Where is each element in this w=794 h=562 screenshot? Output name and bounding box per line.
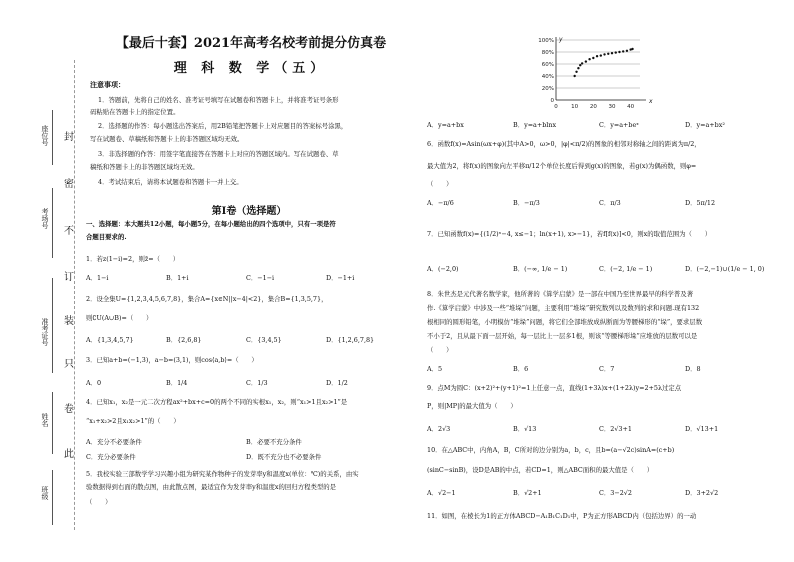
answer-option: A．y=a+bx xyxy=(427,121,464,129)
question-stem: 5．我校实验三部数学学习兴趣小组为研究某作物种子的发芽率y和温度x(单位：℃)的关系，由实 xyxy=(86,470,359,478)
notice-heading: 注意事项： xyxy=(90,80,125,89)
data-point xyxy=(611,52,613,54)
name-line xyxy=(52,392,53,454)
seal-char: 密 xyxy=(64,179,74,190)
data-point xyxy=(573,75,575,77)
answer-option: C．{3,4,5} xyxy=(246,336,282,344)
data-point xyxy=(596,55,598,57)
class-line xyxy=(52,470,53,525)
answer-option: A．5 xyxy=(427,365,443,373)
class-label: 班级 xyxy=(41,486,49,500)
binding-dashed-line xyxy=(74,60,75,530)
data-point xyxy=(581,62,583,64)
data-point xyxy=(618,51,620,53)
answer-option: B．√13 xyxy=(513,425,537,433)
answer-option: D．8 xyxy=(685,365,701,373)
exam-subtitle: 理 科 数 学（五） xyxy=(173,61,329,76)
x-axis-label: x xyxy=(649,98,653,105)
x-tick-label: 20 xyxy=(589,104,597,110)
data-point xyxy=(579,64,581,66)
answer-option: C．3−2√2 xyxy=(599,489,632,497)
question-stem: （ ） xyxy=(427,346,453,354)
answer-option: A．√2−1 xyxy=(427,489,456,497)
ticket-number-label: 准考证号 xyxy=(41,318,49,346)
y-tick-label: 20% xyxy=(541,86,554,92)
answer-option: C．(−2, 1/e − 1) xyxy=(599,265,653,273)
answer-option: D．1/2 xyxy=(326,379,348,387)
data-point xyxy=(585,60,587,62)
answer-option: B．(−∞, 1/e − 1) xyxy=(513,265,568,273)
notice-line: 4．考试结束后，请将本试题卷和答题卡一并上交。 xyxy=(98,178,243,186)
answer-option: D．−1+i xyxy=(326,274,355,282)
question-stem: P，则|MP|的最大值为（ ） xyxy=(427,402,517,410)
x-tick-label: 10 xyxy=(571,104,579,110)
question-stem: 9．点M为圆C：(x+2)²+(y+1)²=1上任意一点，直线(1+3λ)x+(1+2λ)y=2+5λ过定点 xyxy=(427,384,682,392)
data-point xyxy=(615,51,617,53)
name-label: 姓名 xyxy=(41,413,49,427)
question-stem: 2．设全集U={1,2,3,4,5,6,7,8}，集合A={x∈N||x−4|<2}，集合B={1,3,5,7}， xyxy=(86,295,328,303)
question-stem: 6．函数f(x)=Asin(ωx+φ)(其中A>0，ω>0，|φ|<π/2)的图象的相邻对称轴之间的距离为π/2， xyxy=(427,140,701,148)
right-column xyxy=(425,0,790,562)
seat-number-line xyxy=(52,110,53,165)
x-tick-label: 30 xyxy=(608,104,616,110)
y-tick-label: 100% xyxy=(538,38,554,44)
notice-line: 2．选择题的作答：每小题选出答案后，用2B铅笔把答题卡上对应题目的答案标号涂黑， xyxy=(98,122,348,130)
answer-option: B．−π/3 xyxy=(513,199,540,207)
notice-line: 稿纸和答题卡上的非答题区域均无效。 xyxy=(90,163,199,171)
exam-title: 【最后十套】2021年高考名校考前提分仿真卷 xyxy=(115,36,387,51)
seal-char: 订 xyxy=(64,272,74,283)
question-stem: 验数据得到右面的散点图，由此散点图，最适宜作为发芽率y和温度x的回归方程类型的是 xyxy=(86,483,337,491)
seal-char: 不 xyxy=(64,226,74,237)
exam-room-label: 考场号 xyxy=(41,208,49,229)
answer-option: B．6 xyxy=(513,365,529,373)
answer-option: A．1−i xyxy=(86,274,109,282)
answer-option: C．y=a+beˣ xyxy=(599,121,639,129)
scatter-plot xyxy=(532,34,652,114)
question-stem: 不小于2，且从最下面一层开始，每一层比上一层多1根，则该“等腰梯形垛”应堆放的层数可以是 xyxy=(427,332,698,340)
answer-option: D．{1,2,6,7,8} xyxy=(326,336,375,344)
question-stem: “x₁+x₂>2且x₁x₂>1”的（ ） xyxy=(86,417,180,425)
answer-option: A．0 xyxy=(86,379,102,387)
answer-option: A．(−2,0) xyxy=(427,265,459,273)
question-stem: 作.《算学启蒙》中涉及一些“堆垛”问题，主要利用“堆垛”研究数列以及数列的求和问题.现有132 xyxy=(427,304,700,312)
question-stem: (sinC−sinB)，设D是AB的中点，若CD=1，则△ABC面积的最大值是（ ） xyxy=(427,466,654,474)
section-intro: 合题目要求的. xyxy=(86,233,127,241)
section-title: 第Ⅰ卷（选择题） xyxy=(211,206,287,217)
y-tick-label: 80% xyxy=(541,50,554,56)
question-stem: 11．如图，在棱长为1的正方体ABCD−A₁B₁C₁D₁中，P为正方形ABCD内（包括边界）的一动 xyxy=(427,512,697,520)
answer-option: C．7 xyxy=(599,365,615,373)
data-point xyxy=(603,53,605,55)
answer-option: B．1+i xyxy=(166,274,189,282)
answer-option: A．2√3 xyxy=(427,425,451,433)
y-tick-label: 60% xyxy=(541,62,554,68)
question-stem: 最大值为2，将f(x)的图象向左平移π/12个单位长度后得到g(x)的图象，若g(x)为偶函数，则φ= xyxy=(427,162,697,170)
section-intro: 一、选择题：本大题共12小题，每小题5分，在每小题给出的四个选项中，只有一项是符 xyxy=(86,220,336,228)
data-point xyxy=(575,71,577,73)
x-tick-label: 40 xyxy=(627,104,635,110)
answer-option: B．1/4 xyxy=(166,379,188,387)
data-point xyxy=(592,57,594,59)
data-point xyxy=(622,50,624,52)
answer-option: B．y=a+blnx xyxy=(513,121,557,129)
question-stem: 1．若z(1−i)=2，则z̄=（ ） xyxy=(86,255,180,263)
answer-option: A．{1,3,4,5,7} xyxy=(86,336,134,344)
answer-option: D．(−2,−1)∪(1/e − 1, 0) xyxy=(685,265,765,273)
data-point xyxy=(600,54,602,56)
answer-option: B．{2,6,8} xyxy=(166,336,202,344)
seal-char: 此 xyxy=(64,449,74,460)
question-stem: 根相同的圆形铅笔，小明模仿“堆垛”问题，将它们全部堆放成纵断面为等腰梯形的“垛”，要求层数 xyxy=(427,318,703,326)
exam-room-line xyxy=(52,188,53,258)
answer-option: D．5π/12 xyxy=(685,199,716,207)
data-point xyxy=(631,48,633,50)
answer-option: D．y=a+bx² xyxy=(685,121,725,129)
answer-option: B．√2+1 xyxy=(513,489,542,497)
question-stem: （ ） xyxy=(427,180,453,188)
seat-number-label: 座位号 xyxy=(41,125,49,146)
answer-option: C．−1−i xyxy=(246,274,275,282)
data-point xyxy=(577,67,579,69)
notice-line: 3．非选择题的作答：用签字笔直接答在答题卡上对应的答题区域内。写在试题卷、草 xyxy=(98,150,339,158)
left-column xyxy=(84,0,414,562)
question-stem: 4．已知x₁，x₂是一元二次方程ax²+bx+c=0的两个不同的实根x₁，x₂，则“x₁>1且x₂>1”是 xyxy=(86,398,348,406)
notice-line: 码粘贴在答题卡上的指定位置。 xyxy=(90,108,180,116)
answer-option: D．3+2√2 xyxy=(685,489,719,497)
seal-char: 装 xyxy=(64,316,74,327)
answer-option: B．必要不充分条件 xyxy=(246,438,302,446)
question-stem: 10．在△ABC中，内角A，B，C所对的边分别为a，b，c，且b=(a−√2c)sinA=(c+b) xyxy=(427,446,675,454)
answer-option: C．1/3 xyxy=(246,379,268,387)
question-stem: 8．朱世杰是元代著名数学家，他所著的《算学启蒙》是一部在中国乃至世界最早的科学普及著 xyxy=(427,290,694,298)
data-point xyxy=(607,53,609,55)
y-tick-label: 0 xyxy=(550,98,554,104)
notice-line: 写在试题卷、草稿纸和答题卡上的非答题区域均无效。 xyxy=(90,135,244,143)
data-point xyxy=(626,50,628,52)
answer-option: C．充分必要条件 xyxy=(86,453,136,461)
y-tick-label: 40% xyxy=(541,74,554,80)
answer-option: D．既不充分也不必要条件 xyxy=(246,453,322,461)
question-stem: （ ） xyxy=(86,498,112,506)
y-axis-label: y xyxy=(559,36,563,43)
answer-option: A．−π/6 xyxy=(427,199,454,207)
ticket-number-line xyxy=(52,278,53,373)
question-stem: 3．已知a+b=(−1,3)，a−b=(3,1)，则cos⟨a,b⟩=（ ） xyxy=(86,356,258,364)
question-stem: 7．已知函数f(x)={(1/2)ˣ−4, x≤−1；ln(x+1), x>−1}，若f[f(x)]<0，则x的取值范围为（ ） xyxy=(427,230,712,238)
answer-option: A．充分不必要条件 xyxy=(86,438,142,446)
answer-option: C．π/3 xyxy=(599,199,621,207)
seal-char: 只 xyxy=(64,359,74,370)
data-point xyxy=(588,58,590,60)
seal-char: 卷 xyxy=(64,404,74,415)
answer-option: C．2√3+1 xyxy=(599,425,632,433)
seal-char: 封 xyxy=(64,132,74,143)
x-tick-label: 0 xyxy=(554,104,558,110)
answer-option: D．√13+1 xyxy=(685,425,719,433)
question-stem: 则∁U(A∪B)=（ ） xyxy=(86,314,153,322)
notice-line: 1．答题前，先将自己的姓名、准考证号填写在试题卷和答题卡上，并将准考证号条形 xyxy=(98,96,339,104)
